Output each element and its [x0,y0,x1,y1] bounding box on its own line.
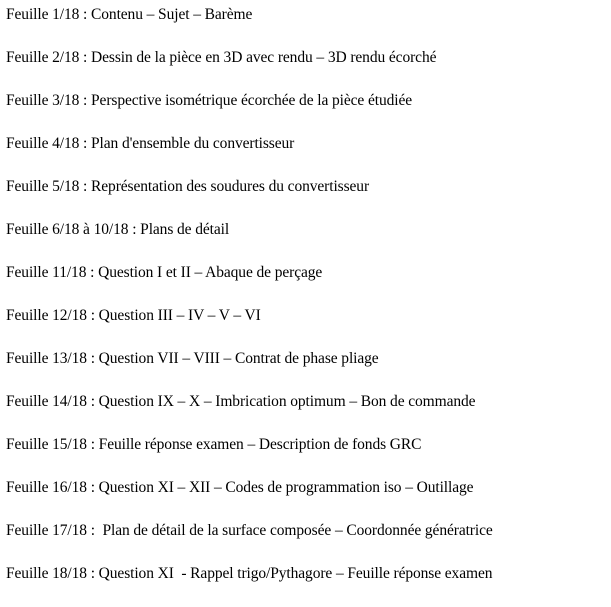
sheet-line-9: Feuille 13/18 : Question VII – VIII – Contrat de phase pliage [6,350,379,367]
sheet-line-7: Feuille 11/18 : Question I et II – Abaque de perçage [6,264,323,281]
sheet-line-8: Feuille 12/18 : Question III – IV – V – VI [6,307,261,324]
sheet-line-2: Feuille 2/18 : Dessin de la pièce en 3D avec rendu – 3D rendu écorché [6,49,437,66]
sheet-line-1: Feuille 1/18 : Contenu – Sujet – Barème [6,6,253,23]
sheet-list [6,5,609,607]
sheet-line-13: Feuille 17/18 : Plan de détail de la surface composée – Coordonnée génératrice [6,522,493,539]
sheet-line-3: Feuille 3/18 : Perspective isométrique écorchée de la pièce étudiée [6,92,413,109]
sheet-line-6: Feuille 6/18 à 10/18 : Plans de détail [6,221,230,238]
sheet-line-10: Feuille 14/18 : Question IX – X – Imbrication optimum – Bon de commande [6,393,476,410]
sheet-line-11: Feuille 15/18 : Feuille réponse examen – Description de fonds GRC [6,436,422,453]
sheet-line-14: Feuille 18/18 : Question XI - Rappel trigo/Pythagore – Feuille réponse examen [6,565,493,582]
sheet-line-4: Feuille 4/18 : Plan d'ensemble du convertisseur [6,135,295,152]
sheet-line-5: Feuille 5/18 : Représentation des soudures du convertisseur [6,178,370,195]
sheet-line-12: Feuille 16/18 : Question XI – XII – Codes de programmation iso – Outillage [6,479,474,496]
